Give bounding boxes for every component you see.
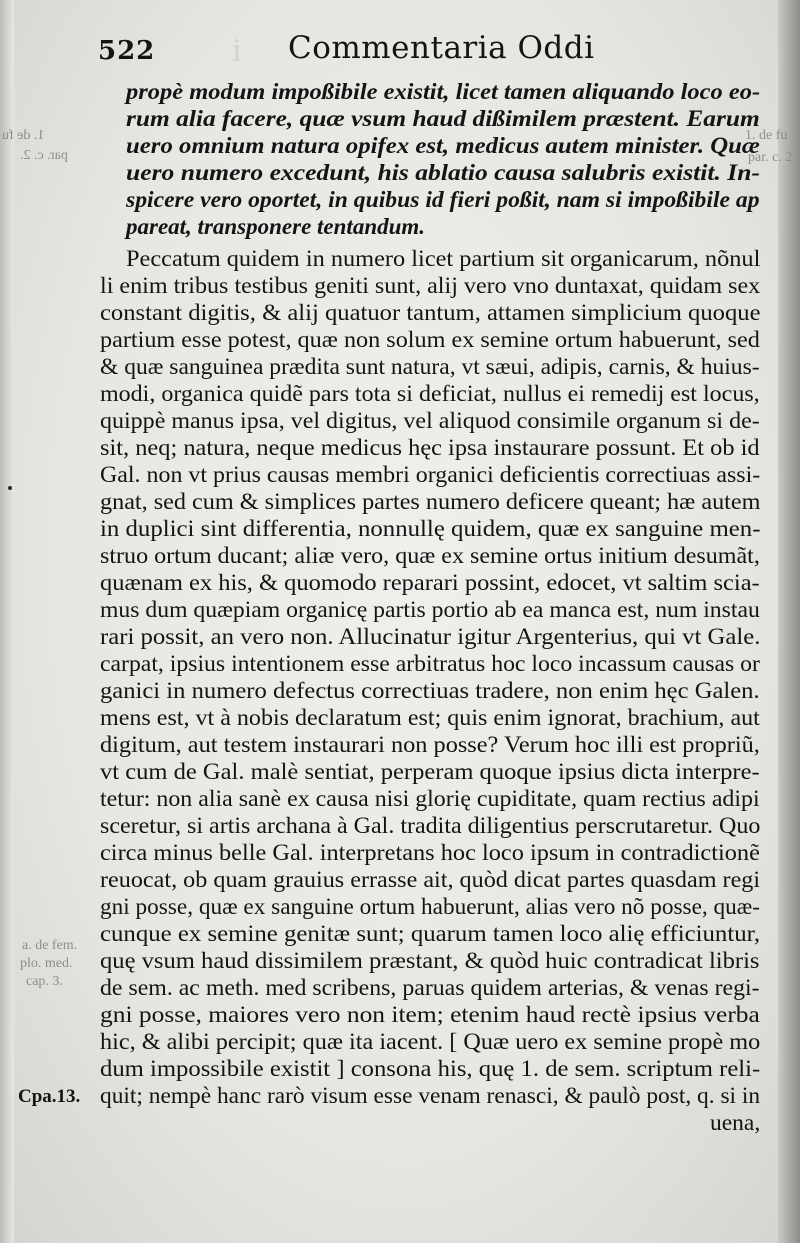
text-line: ganici in numero defectus correctiuas tradere, non enim hęc Galen. — [100, 678, 760, 704]
text-line: carpat, ipsius intentionem esse arbitratus hoc loco incassum causas or — [100, 651, 760, 677]
text-line: dum impossibile existit ] consona his, quę 1. de sem. scriptum reli- — [100, 1056, 761, 1082]
text-line: sit, neq; natura, neque medicus hęc ipsa instaurare possunt. Et ob id — [100, 435, 760, 461]
text-line: gnat, sed cum & simplices partes numero deficere queant; hæ autem — [100, 489, 761, 515]
text-line: & quæ sanguinea prædita sunt natura, vt sæui, adipis, carnis, & huius- — [100, 354, 760, 380]
text-line: partium esse potest, quæ non solum ex semine ortum habuerunt, sed — [100, 327, 760, 353]
text-line: Gal. non vt prius causas membri organici deficientis correctiuas assi- — [100, 462, 761, 488]
text-line: de sem. ac meth. med scribens, paruas quidem arterias, & venas regi- — [100, 975, 760, 1001]
text-line: struo ortum ducant; aliæ vero, quæ ex semine ortus initium desumãt, — [100, 543, 760, 569]
text-line: uero numero excedunt, his ablatio causa salubris existit. In- — [126, 160, 760, 185]
show-through-note: par. c. 2. — [748, 150, 796, 165]
text-line: modi, organica quidẽ pars tota si deficiat, nullus ei remedij est locus, — [100, 381, 760, 407]
show-through-note: 1. de fu — [2, 128, 45, 143]
text-line: cunque ex semine genitæ sunt; quarum tamen loco alię efficiuntur, — [100, 921, 761, 947]
text-line: quit; nempè hanc rarò visum esse venam renasci, & paulò post, q. si in — [100, 1083, 761, 1109]
text-line: Peccatum quidem in numero licet partium sit organicarum, nõnul — [126, 246, 761, 272]
show-through-note: 1. de fu — [745, 128, 788, 143]
text-line: mens est, vt à nobis declaratum est; quis enim ignorat, brachium, aut — [100, 705, 760, 731]
text-line: uero omnium natura opifex est, medicus autem minister. Quæ — [126, 133, 760, 158]
text-line: mus dum quæpiam organicę partis portio ab ea manca est, num instau — [100, 597, 760, 623]
text-line: uena, — [710, 1110, 761, 1136]
show-through-note: par. c. 2. — [20, 148, 68, 163]
text-line: propè modum impoßibile existit, licet tamen aliquando loco eo- — [126, 79, 761, 104]
text-line: vt cum de Gal. malè sentiat, perperam quoque ipsius dicta interpre- — [100, 759, 760, 785]
show-through-note: a. de fem. — [22, 938, 78, 953]
text-line: sceretur, si artis archana à Gal. tradita diligentius perscrutaretur. Quo — [100, 813, 761, 839]
text-line: li enim tribus testibus geniti sunt, alij vero vno duntaxat, quidam sex — [100, 273, 761, 299]
text-line: hic, & alibi percipit; quæ ita iacent. [ Quæ uero ex semine propè mo — [100, 1029, 761, 1055]
page-number: 522 — [98, 36, 156, 66]
show-through-heading: i — [232, 34, 242, 69]
show-through-note: cap. 3. — [26, 974, 63, 989]
text-line: rari possit, an vero non. Allucinatur igitur Argenterius, qui vt Gale. — [100, 624, 761, 650]
text-line: gni posse, quæ ex sanguine ortum habuerunt, alias vero nõ posse, quæ- — [100, 894, 761, 920]
text-line: in duplici sint differentia, nonnullę quidem, quæ ex sanguine men- — [100, 516, 761, 542]
running-title: Commentaria Oddi — [288, 30, 595, 66]
margin-note: Cpa.13. — [18, 1086, 81, 1107]
text-line: quænam ex his, & quomodo reparari possint, edocet, vt saltim scia- — [100, 570, 760, 596]
text-line: constant digitis, & alij quatuor tantum, attamen simplicium quoque — [100, 300, 761, 326]
text-line: spicere vero oportet, in quibus id fieri poßit, nam si impoßibile ap — [126, 187, 760, 212]
text-line: circa minus belle Gal. interpretans hoc loco ipsum in contradictionẽ — [100, 840, 760, 866]
text-line: reuocat, ob quam grauius errasse ait, quòd dicat partes quasdam regi — [100, 867, 761, 893]
text-line: gni posse, maiores vero non item; etenim haud rectè ipsius verba — [100, 1002, 760, 1028]
text-line: digitum, aut testem instaurari non posse? Verum hoc illi est propriũ, — [100, 732, 760, 758]
text-line: rum alia facere, quæ vsum haud dißimilem præstent. Earum — [126, 106, 760, 131]
text-line: pareat, transponere tentandum. — [126, 214, 426, 239]
text-line: quę vsum haud dissimilem præstant, & quòd huic contradicat libris — [100, 948, 760, 974]
text-line: quippè manus ipsa, vel digitus, vel aliquod consimile organum si de- — [100, 408, 760, 434]
text-line: tetur: non alia sanè ex causa nisi glorię cupiditate, quam rectius adipi — [100, 786, 760, 812]
show-through-note: plo. med. — [20, 956, 73, 971]
